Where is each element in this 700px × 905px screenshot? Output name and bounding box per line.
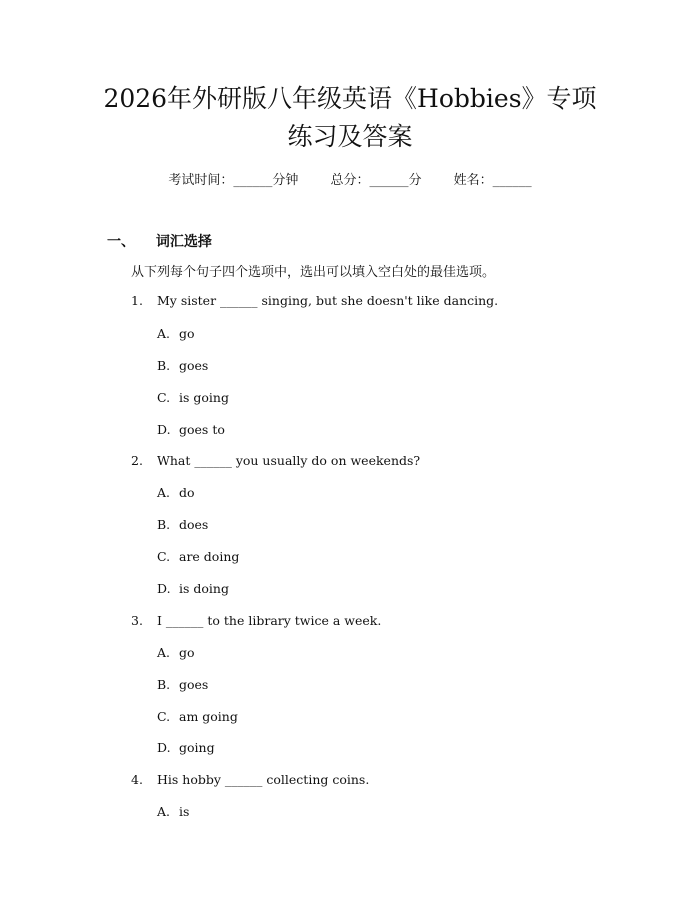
option bbox=[157, 549, 239, 564]
option bbox=[157, 677, 208, 692]
total-score: 总分：______分 bbox=[330, 173, 422, 188]
exam-time: 考试时间：______分钟 bbox=[168, 173, 299, 188]
question bbox=[131, 293, 498, 308]
option-letter: D. bbox=[157, 581, 171, 596]
option-letter: B. bbox=[157, 358, 171, 373]
option-letter: C. bbox=[157, 390, 171, 405]
question bbox=[131, 613, 381, 628]
option-letter: A. bbox=[157, 326, 171, 341]
option-text: is doing bbox=[179, 581, 229, 596]
option-text: am going bbox=[179, 709, 238, 724]
option bbox=[157, 422, 225, 437]
option-letter: B. bbox=[157, 517, 171, 532]
question bbox=[131, 772, 369, 787]
exam-meta bbox=[0, 169, 700, 188]
title-line-2: 练习及答案 bbox=[287, 122, 413, 151]
option-letter: A. bbox=[157, 804, 171, 819]
option-text: goes bbox=[179, 358, 209, 373]
question-number: 2. bbox=[131, 453, 143, 468]
option bbox=[157, 485, 195, 500]
option bbox=[157, 390, 229, 405]
question-number: 4. bbox=[131, 772, 143, 787]
section-label: 词汇选择 bbox=[155, 234, 212, 250]
option-text: are doing bbox=[179, 549, 240, 564]
section-number: 一、 bbox=[107, 234, 135, 250]
option bbox=[157, 740, 215, 755]
option-text: do bbox=[179, 485, 195, 500]
option bbox=[157, 709, 238, 724]
option-text: going bbox=[179, 740, 215, 755]
option-text: go bbox=[179, 326, 195, 341]
option-letter: C. bbox=[157, 549, 171, 564]
option-text: is bbox=[179, 804, 190, 819]
option-text: is going bbox=[179, 390, 229, 405]
option bbox=[157, 358, 208, 373]
option-letter: C. bbox=[157, 709, 171, 724]
option-letter: A. bbox=[157, 485, 171, 500]
option bbox=[157, 645, 195, 660]
option-letter: B. bbox=[157, 677, 171, 692]
student-name: 姓名：______ bbox=[453, 173, 532, 188]
option-letter: D. bbox=[157, 422, 171, 437]
document-title bbox=[0, 80, 700, 156]
question-number: 3. bbox=[131, 613, 143, 628]
title-line-1: 2026年外研版八年级英语《Hobbies》专项 bbox=[103, 84, 597, 113]
option-text: go bbox=[179, 645, 195, 660]
question-text: His hobby ______ collecting coins. bbox=[157, 772, 370, 787]
option bbox=[157, 804, 189, 819]
question-number: 1. bbox=[131, 293, 143, 308]
option-letter: A. bbox=[157, 645, 171, 660]
option-text: goes bbox=[179, 677, 209, 692]
question-text: What ______ you usually do on weekends? bbox=[157, 453, 421, 468]
question-text: My sister ______ singing, but she doesn't like dancing. bbox=[157, 293, 499, 308]
option bbox=[157, 517, 208, 532]
instruction: 从下列每个句子四个选项中，选出可以填入空白处的最佳选项。 bbox=[131, 265, 496, 280]
question bbox=[131, 453, 420, 468]
option-text: goes to bbox=[179, 422, 225, 437]
section-heading bbox=[107, 231, 212, 251]
question-text: I ______ to the library twice a week. bbox=[157, 613, 382, 628]
option bbox=[157, 326, 195, 341]
option bbox=[157, 581, 229, 596]
option-text: does bbox=[179, 517, 209, 532]
option-letter: D. bbox=[157, 740, 171, 755]
